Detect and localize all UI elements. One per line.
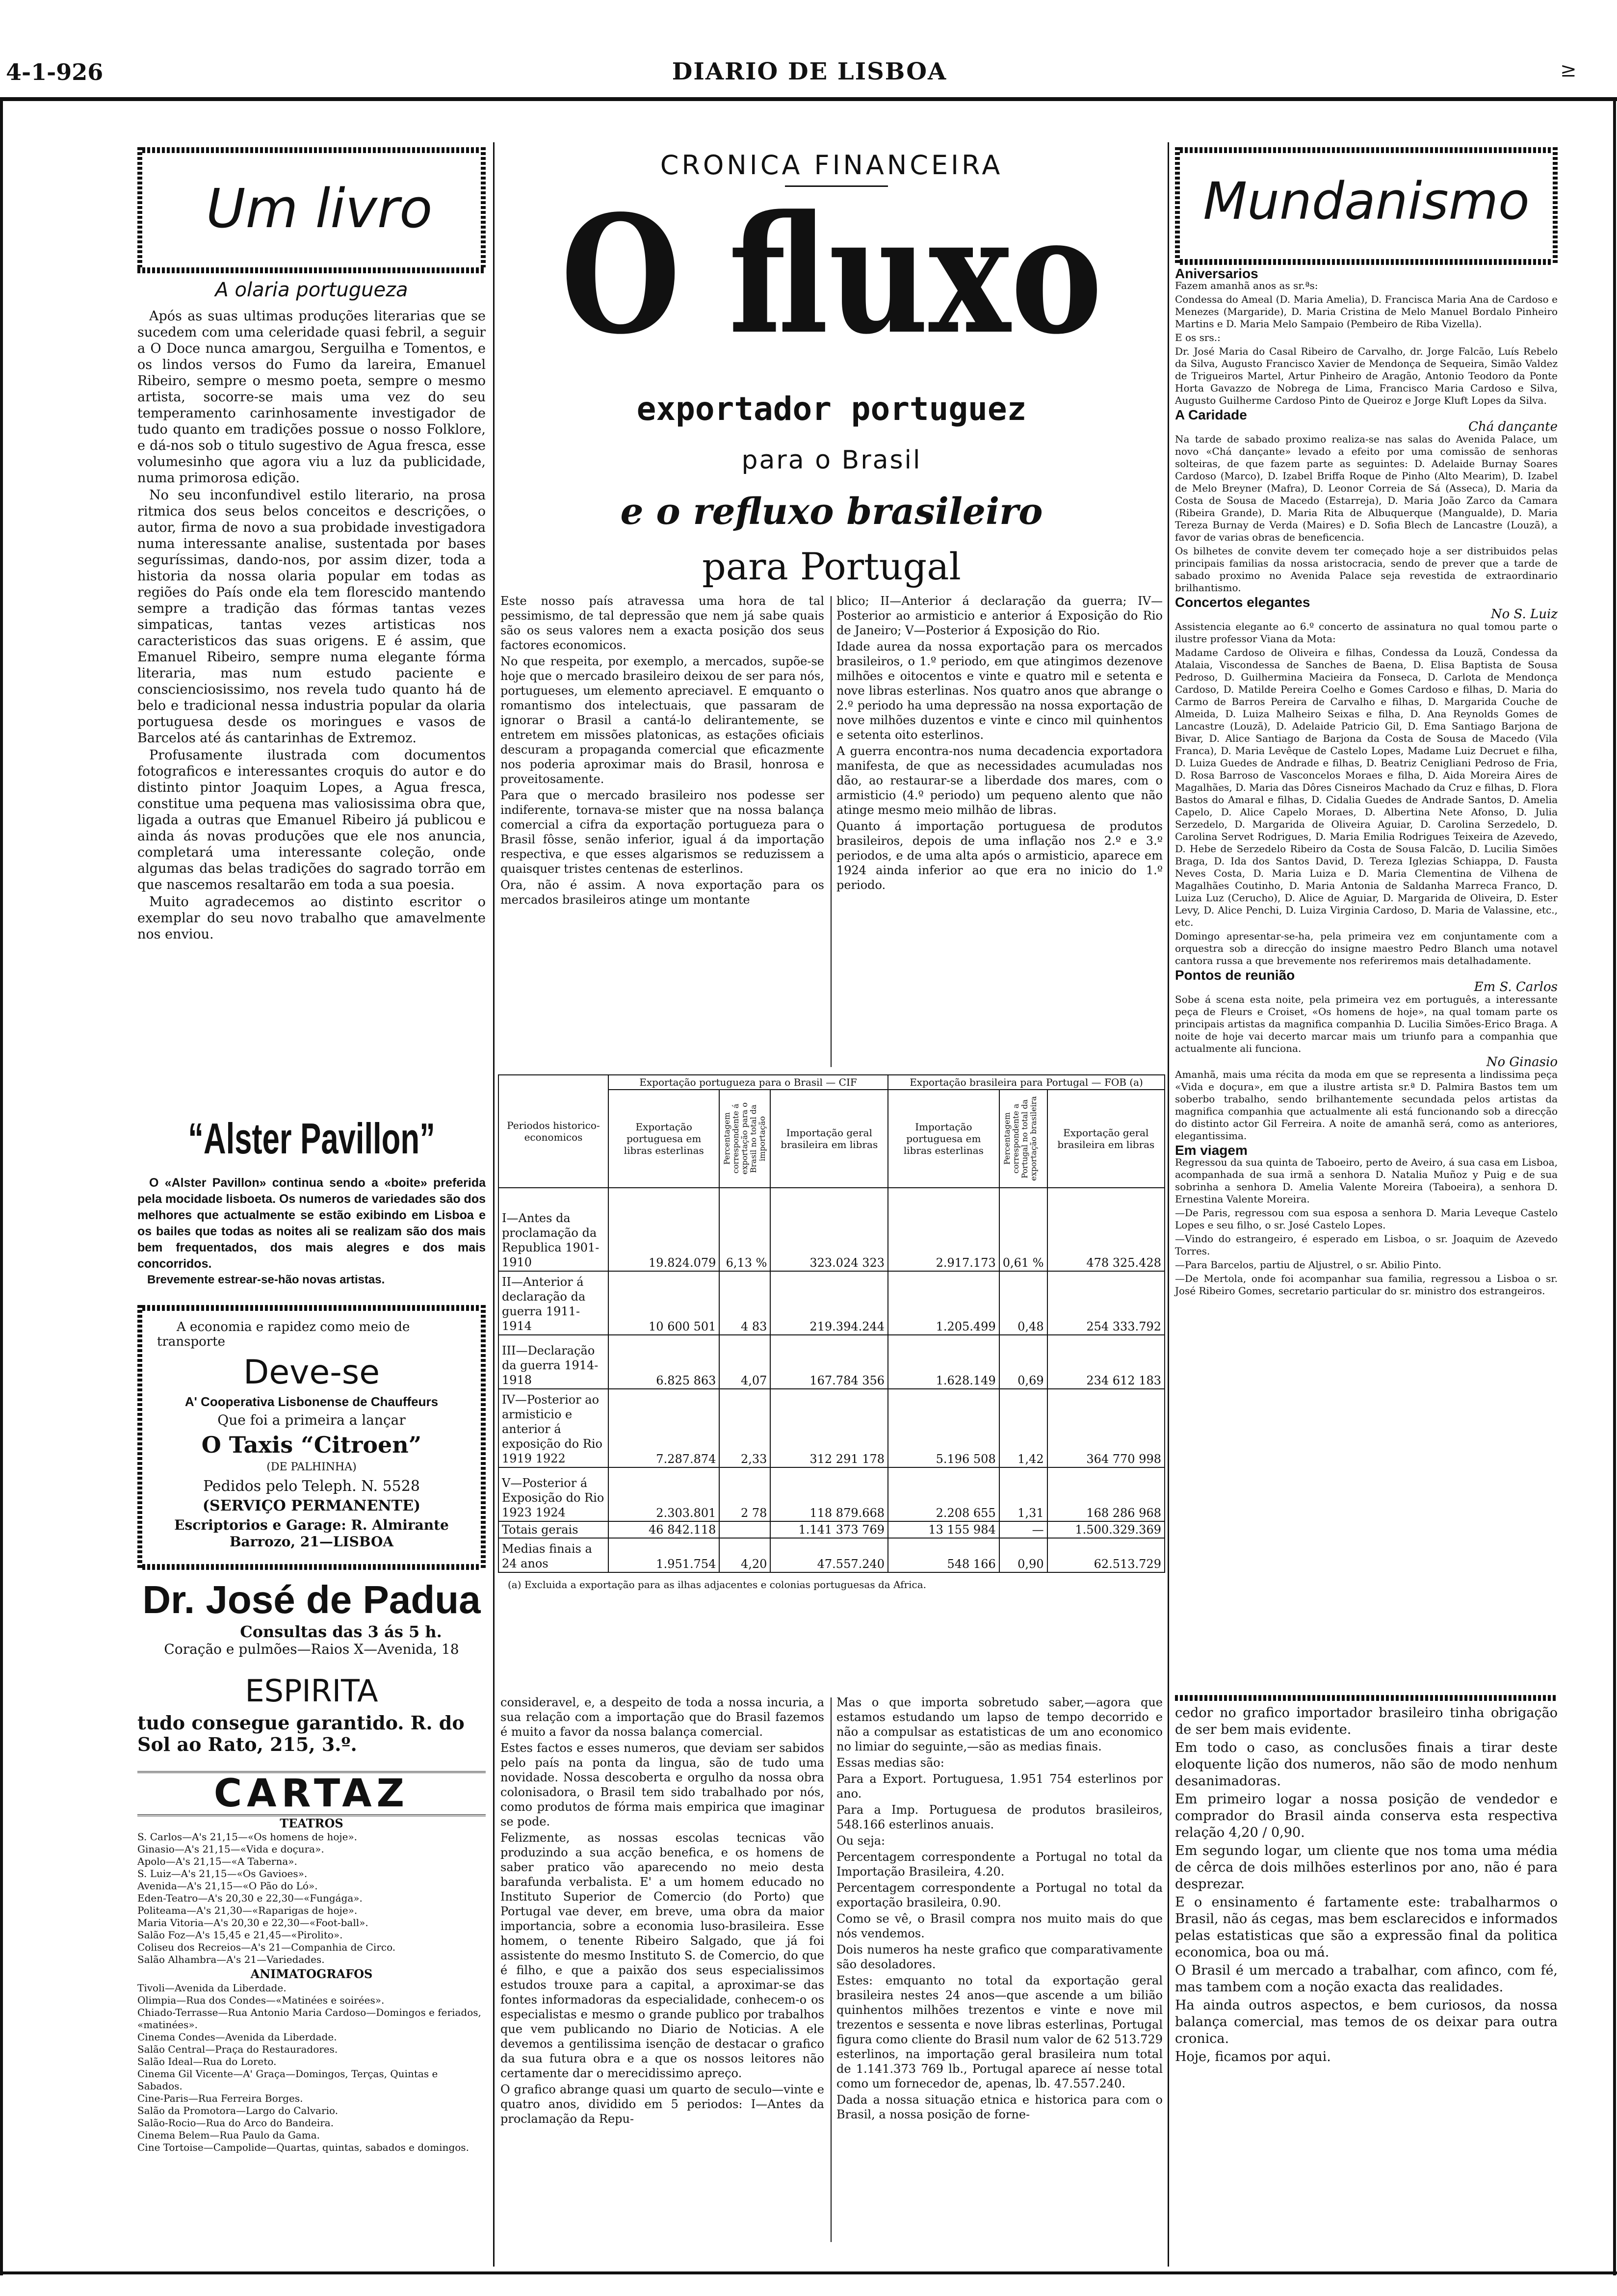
paragraph: A guerra encontra-nos numa decadencia exportadora manifesta, de que as necessidades acumuladas nos dão, ao restaurar-se a liberdade dos mares, com o armisticio (4.º periodo) um pequeno alento que não atinge mesmo meio milhão de libras.	[836, 744, 1163, 817]
decorative-border	[137, 1305, 486, 1311]
list-item: Politeama—A's 21,30—«Raparigas de hoje».	[137, 1905, 358, 1916]
decorative-border	[1175, 147, 1558, 153]
column-divider	[831, 596, 832, 1067]
table-cell: 478 325.428	[1047, 1188, 1165, 1271]
paragraph: Ha ainda outros aspectos, e bem curiosos, da nossa balança comercial, mas temos de os deixar para outra cronica.	[1175, 1998, 1558, 2046]
column-divider	[831, 1697, 832, 2242]
list-item: Salão Foz—A's 15,45 e 21,45—«Pirolito».	[137, 1929, 343, 1941]
paragraph: Este nosso país atravessa uma hora de tal pessimismo, de tal depressão que nem já sabe quais são os seus valores nem a exacta posição dos seus factores economicos.	[500, 594, 824, 652]
paragraph: Estes: emquanto no total da exportação geral brasileira nestes 24 anos—que ascende a um bilião quinhentos milhões trezentos e vinte e nove mil trezentos e sessenta e nove libras esterlinas, Portugal figura como cliente do Brasil num valor de 62 513.729 esterlinos, na importação geral brasileira num total de 1.141.373 769 lb., Portugal aparece aí nesse total como um fornecedor de, apenas, lb. 47.557.240.	[836, 1974, 1163, 2090]
table-row	[498, 1389, 1165, 1467]
mundanismo-body	[1175, 267, 1558, 1299]
newspaper-title: DIARIO DE LISBOA	[672, 58, 947, 85]
page-date: 4-1-926	[6, 59, 104, 85]
list-item: S. Carlos—A's 21,15—«Os homens de hoje».	[137, 1831, 358, 1843]
table-cell: 254 333.792	[1047, 1271, 1165, 1335]
table-row	[498, 1188, 1165, 1271]
padua-line: Consultas das 3 ás 5 h.	[240, 1622, 442, 1641]
paragraph: consideravel, e, a despeito de toda a nossa incuria, a sua relação com a importação que do Brasil fazemos é muito a favor da nossa balança comercial.	[500, 1696, 824, 1739]
deck-line: e o refluxo brasileiro	[620, 491, 1043, 533]
decorative-border	[1175, 147, 1180, 265]
table-subheader: Importação geral brasileira em libras	[770, 1090, 888, 1188]
table-cell: 1.500.329.369	[1047, 1521, 1165, 1538]
paragraph: E os srs.:	[1175, 332, 1221, 343]
paragraph: Percentagem correspondente a Portugal no total da Importação Brasileira, 4.20.	[836, 1850, 1163, 1879]
paragraph: Para a Export. Portuguesa, 1.951 754 esterlinos por ano.	[836, 1772, 1163, 1800]
paragraph: No que respeita, por exemplo, a mercados, supõe-se hoje que o mercado brasileiro deixou de ser para nós, portugueses, um elemento apreciavel. E emquanto o romantismo dos intelectuais, que passaram de ignorar o Brasil a cantá-lo delirantemente, se entretem em missões platonicas, as estações oficiais descuram a propaganda comercial que eficazmente nos poderia aproximar mais do Brasil, honrosa e proveitosamente.	[500, 654, 824, 786]
teatros-list	[137, 1831, 486, 2154]
table-cell: 1.951.754	[608, 1538, 719, 1572]
paragraph: Dois numeros ha neste grafico que comparativamente são desoladores.	[836, 1943, 1163, 1971]
kicker: CRONICA FINANCEIRA	[660, 150, 1003, 181]
um-livro-body	[137, 308, 486, 943]
table-cell: 1,42	[999, 1389, 1047, 1467]
paragraph: Percentagem correspondente a Portugal no total da exportação brasileira, 0.90.	[836, 1881, 1163, 1909]
paragraph: Como se vê, o Brasil compra nos muito mais do que nós vendemos.	[836, 1912, 1163, 1940]
table-cell: 1,31	[999, 1467, 1047, 1521]
cartaz-title: CARTAZ	[137, 1771, 486, 1816]
paragraph: Estes factos e esses numeros, que deviam ser sabidos pelo país na ponta da lingua, são de tudo uma novidade. Nossa descoberta e orgulho da nossa obra colonisadora, o Brasil tem sido trabalhado por nós, como produtos de fórma mais empirica que imaginar se pode.	[500, 1741, 824, 1828]
padua-name: Dr. José de Padua	[142, 1578, 481, 1621]
animatografos-header: ANIMATOGRAFOS	[250, 1967, 373, 1981]
paragraph: Dr. José Maria do Casal Ribeiro de Carvalho, dr. Jorge Falcão, Luís Rebelo da Silva, Augusto Francisco Xavier de Mendonça de Sequeira, Simão Valdez de Trigueiros Martel, Artur Pinheiro de Aragão, Antonio Teodoro da Ponte Horta Gavazzo de Nobrega de Lima, Francisco Maria Cardoso e Silva, Augusto Guilherme Cardoso Pinto de Queiroz e Jorge Kluft Lopes da Silva.	[1175, 345, 1558, 406]
paragraph: Sobe á scena esta noite, pela primeira vez em português, a interessante peça de Fleurs e Croiset, «Os homens de hoje», na qual tomam parte os principais artistas da magnifica companhia D. Lucilia Simões-Erico Braga. A noite de hoje vai decerto marcar mais um triunfo para a companhia que actualmente ali funciona.	[1175, 993, 1558, 1054]
paragraph: Amanhã, mais uma récita da moda em que se representa a lindissima peça «Vida e doçura», em que a ilustre artista sr.ª D. Palmira Bastos tem um soberbo trabalho, sendo brilhantemente secundada pelos artistas da magnifica companhia que actualmente ali está funcionando sob a direcção do distinto actor Gil Ferreira. A noite de amanhã será, como as anteriores, elegantissima.	[1175, 1069, 1558, 1142]
list-item: Cine Tortoise—Campolide—Quartas, quintas, sabados e domingos.	[137, 2141, 469, 2153]
table-cell: I—Antes da proclamação da Republica 1901-1910	[498, 1188, 608, 1271]
paragraph: cedor no grafico importador brasileiro tinha obrigação de ser bem mais evidente.	[1175, 1705, 1558, 1737]
list-item: Apolo—A's 21,15—«A Taberna».	[137, 1855, 297, 1867]
taxis-ad	[137, 1305, 486, 1570]
list-item: Coliseu dos Recreios—A's 21—Companhia de Circo.	[137, 1941, 396, 1953]
list-item: Salão Central—Praça do Restauradores.	[137, 2043, 338, 2055]
paragraph: Fazem amanhã anos as sr.ªs:	[1175, 280, 1318, 291]
decorative-border	[137, 147, 486, 153]
table-cell: 219.394.244	[770, 1271, 888, 1335]
table-row	[498, 1271, 1165, 1335]
table-cell: Totais gerais	[498, 1521, 608, 1538]
table-cell: 5.196 508	[888, 1389, 999, 1467]
table-cell: V—Posterior á Exposição do Rio 1923 1924	[498, 1467, 608, 1521]
paragraph: —Vindo do estrangeiro, é esperado em Lisboa, o sr. Joaquim de Azevedo Torres.	[1175, 1233, 1558, 1257]
subsection-heading: A Caridade	[1175, 407, 1247, 422]
paragraph: Em todo o caso, as conclusões finais a tirar deste eloquente lição dos numeros, não são de modo nenhum desanimadoras.	[1175, 1740, 1558, 1789]
subsection-heading: Aniversarios	[1175, 266, 1258, 281]
paragraph: E o ensinamento é fartamente este: trabalharmos o Brasil, não ás cegas, mas bem esclarecidos e informados pelas estatisticas que são a expressão final da politica economica, boa ou má.	[1175, 1895, 1558, 1960]
masthead-rule	[0, 97, 1617, 101]
paragraph: No seu inconfundivel estilo literario, na prosa ritmica dos seus belos conceitos e descrições, o autor, firma de novo a sua probidade investigadora numa interessante analise, sustentada por bases seguríssimas, dando-nos, por assim dizer, toda a historia da nossa olaria popular em todas as regiões do País onde ela tem florescido mantendo sempre a tradição das fórmas tantas vezes simpaticas, tantas vezes artisticas nos caracteristicos das suas origens. E é assim, que Emanuel Ribeiro, sempre numa elegante fórma literaria, mas num estudo paciente e conscienciosissimo, nos revela tudo quanto há de belo e tradicional nessa industria popular da olaria portuguesa desde os moringues e vasos de Barcelos até ás cantarinhas de Extremoz.	[137, 488, 486, 746]
paragraph: Dada a nossa situação etnica e historica para com o Brasil, a nossa posição de forne-	[836, 2093, 1163, 2121]
table-cell: 234 612 183	[1047, 1335, 1165, 1389]
list-item: Cinema Belem—Rua Paulo da Gama.	[137, 2129, 320, 2141]
paragraph: Ou seja:	[836, 1834, 886, 1848]
decorative-border	[137, 1305, 142, 1570]
table-cell: 0,90	[999, 1538, 1047, 1572]
table-cell: 2.303.801	[608, 1467, 719, 1521]
table-cell: 364 770 998	[1047, 1389, 1165, 1467]
table-row	[498, 1335, 1165, 1389]
list-item: Ginasio—A's 21,15—«Vida e doçura».	[137, 1843, 324, 1855]
decorative-border	[481, 1305, 486, 1570]
table-cell: 2.917.173	[888, 1188, 999, 1271]
table-cell: 46 842.118	[608, 1521, 719, 1538]
table-cell	[719, 1521, 770, 1538]
table-cell: II—Anterior á declaração da guerra 1911-1914	[498, 1271, 608, 1335]
paragraph: Domingo apresentar-se-ha, pela primeira vez em conjuntamente com a orquestra sob a direcção do insigne maestro Pedro Blanch uma notavel cantora russa a que brevemente nos referiremos mais detalhadamente.	[1175, 930, 1558, 966]
espirita-text: tudo consegue garantido. R. do Sol ao Rato, 215, 3.º.	[137, 1712, 465, 1755]
ad-line: (SERVIÇO PERMANENTE)	[202, 1497, 421, 1514]
ad-headline: Deve-se	[243, 1353, 380, 1392]
table-cell: 0,61 %	[999, 1188, 1047, 1271]
decorative-border	[1175, 259, 1558, 265]
table-cell: 13 155 984	[888, 1521, 999, 1538]
decorative-border	[1553, 147, 1558, 265]
paragraph: Essas medias são:	[836, 1756, 944, 1770]
table-cell: 168 286 968	[1047, 1467, 1165, 1521]
page-frame-left	[0, 97, 3, 2275]
section-header: Mundanismo	[1203, 171, 1530, 231]
table-cell: 4,07	[719, 1335, 770, 1389]
table-subheader: Exportação geral brasileira em libras	[1047, 1090, 1165, 1188]
table-cell: 548 166	[888, 1538, 999, 1572]
teatros-header: TEATROS	[280, 1816, 343, 1830]
paragraph: Madame Cardoso de Oliveira e filhas, Condessa da Louzã, Condessa da Atalaia, Viscondessa de Sanches de Baena, D. Elisa Baptista de Sousa Pedroso, D. Guilhermina Macieira da Fonseca, D. Carlota de Mendonça Cardoso, D. Matilde Pereira Coelho e Gomes Cardoso e filhas, D. Maria do Carmo de Barros Pereira de Carvalho e filhas, D. Margarida Couche de Almeida, D. Luiza Malheiro Seixas e filha, D. Ana Reynolds Gomes de Lancastre (Louzã), D. Adelaide Patricio Gil, D. Ema Santiago Barjona de Bivar, D. Alice Santiago de Barjona da Costa de Sousa de Macedo (Vila Franca), D. Maria Levêque de Castelo Lopes, Madame Luiz Decruet e filha, D. Luiza Guedes de Andrade e filhas, D. Beatriz Cenigliani Pedroso de Fria, D. Rosa Barroso de Vasconcelos Moraes e filha, D. Aida Moreira Aires de Magalhães, D. Maria das Dôres Cisneiros Machado da Cruz e filhas, D. Flora Bastos do Amaral e filhas, D. Cidalia Guedes de Andrade Santos, D. Amelia Capelo, D. Alice Capelo Moraes, D. Albertina Nete Afonso, D. Julia Serzedelo, D. Margarida de Oliveira Aguiar, D. Carolina Serzedelo, D. Carolina Servet Rodrigues, D. Maria Emilia Rodrigues Teixeira de Azevedo, D. Hebe de Serzedelo Ribeiro da Costa de Sousa Falcão, D. Lucilia Simões Braga, D. Ida dos Santos David, D. Tereza Iglezias Schiappa, D. Fausta Neves Costa, D. Maria Luiza e D. Maria Clementina de Vilhena de Magalhães Coutinho, D. Maria Antonia de Saldanha Marreca Franco, D. Luiza Luz (Cerucho), D. Alice de Aguiar, D. Margarida de Oliveira, D. Ester Levy, D. Alice Penchi, D. Luiza Virginia Cardoso, D. Maria de Valassine, etc., etc.	[1175, 647, 1558, 928]
paragraph: —De Mertola, onde foi acompanhar sua familia, regressou a Lisboa o sr. José Ribeiro Gomes, secretario particular do sr. ministro dos estrangeiros.	[1175, 1273, 1558, 1297]
page-frame-right	[1613, 97, 1616, 2275]
alster-title: “Alster Pavillon”	[188, 1114, 435, 1163]
paragraph: blico; II—Anterior á declaração da guerra; IV—Posterior ao armisticio e anterior á Exposição do Rio de Janeiro; V—Posterior á Exposição do Rio.	[836, 594, 1163, 637]
paragraph: Após as suas ultimas produções literarias que se sucedem com uma celeridade quasi febril, a seguir a O Doce nunca amargou, Serguilha e Tomentos, e os lindos versos do Fumo da lareira, Emanuel Ribeiro, sempre o mesmo poeta, sempre o mesmo artista, socorre-se mais uma vez do seu temperamento carinhosamente investigador de tudo quanto em tradições possue o nosso Folklore, e dá-nos sob o titulo sugestivo de Agua fresca, esse volumesinho que agora viu a luz da publicidade, numa primorosa edição.	[137, 309, 486, 486]
mundanismo-header-box	[1175, 147, 1558, 265]
table-cell: 1.205.499	[888, 1271, 999, 1335]
table-cell: 6.825 863	[608, 1335, 719, 1389]
espirita-title: ESPIRITA	[245, 1673, 378, 1709]
paragraph: Condessa do Ameal (D. Maria Amelia), D. Francisca Maria Ana de Cardoso e Menezes (Margaride), D. Maria Cristina de Melo Manuel Bordalo Pinheiro Martins e D. Maria Melo Sampaio (Pembeiro de Riba Vizella).	[1175, 293, 1558, 330]
paragraph: Idade aurea da nossa exportação para os mercados brasileiros, o 1.º periodo, em que atingimos dezenove milhões e oitocentos e vinte e quatro mil e setenta e nove libras esterlinas. Nos quatro anos que abrange o 2.º periodo ha uma depressão na nossa exportação de nove milhões duzentos e vinte e cinco mil quinhentos e setenta oito esterlinos.	[836, 640, 1163, 742]
table-cell: 167.784 356	[770, 1335, 888, 1389]
trade-table	[498, 1074, 1165, 1591]
decorative-border	[137, 267, 486, 273]
ad-line: Escriptorios e Garage: R. Almirante Barrozo, 21—LISBOA	[174, 1517, 449, 1550]
table-subheader	[719, 1090, 770, 1188]
table-cell: 4,20	[719, 1538, 770, 1572]
ad-line: Que foi a primeira a lançar	[217, 1412, 406, 1428]
table-subheader: Exportação portuguesa em libras esterlinas	[608, 1090, 719, 1188]
table-cell: 118 879.668	[770, 1467, 888, 1521]
list-item: Eden-Teatro—A's 20,30 e 22,30—«Fungága».	[137, 1892, 363, 1904]
decorative-border	[137, 147, 142, 272]
list-item: Maria Vitoria—A's 20,30 e 22,30—«Foot-ball».	[137, 1917, 368, 1929]
table-cell: 1.628.149	[888, 1335, 999, 1389]
list-item: Salão Alhambra—A's 21—Variedades.	[137, 1954, 325, 1965]
table-cell: 2 78	[719, 1467, 770, 1521]
table-cell: 10 600 501	[608, 1271, 719, 1335]
table-cell: 2,33	[719, 1389, 770, 1467]
list-item: Olimpia—Rua dos Condes—«Matinées e soirées».	[137, 1994, 385, 2006]
subsection-subheading: No Ginasio	[1486, 1055, 1558, 1070]
article-column-b	[836, 594, 1163, 894]
rotated-header: Percentagem correspondente a Portugal no total da exportação brasileira	[1002, 1096, 1038, 1181]
subsection-subheading: Chá dançante	[1468, 419, 1558, 434]
article-column-d	[836, 1695, 1163, 2123]
table-cell: Medias finais a 24 anos	[498, 1538, 608, 1572]
paragraph: —De Paris, regressou com sua esposa a senhora D. Maria Leveque Castelo Lopes e seu filho, o sr. José Castelo Lopes.	[1175, 1207, 1558, 1231]
table-header: Exportação brasileira para Portugal — FOB (a)	[888, 1075, 1165, 1090]
decorative-border	[137, 1564, 486, 1570]
article-continuation	[1175, 1705, 1558, 2067]
paragraph: Para a Imp. Portuguesa de produtos brasileiros, 548.166 esterlinos anuais.	[836, 1803, 1163, 1831]
ad-line: A' Cooperativa Lisbonense de Chauffeurs	[184, 1394, 439, 1409]
deck-line: para Portugal	[702, 545, 961, 588]
ad-line: A economia e rapidez como meio de transporte	[157, 1320, 410, 1349]
table-header: Periodos historico-economicos	[498, 1075, 608, 1188]
table-cell: III—Declaração da guerra 1914-1918	[498, 1335, 608, 1389]
page-bottom-rule	[0, 2271, 1617, 2274]
table-row	[498, 1467, 1165, 1521]
table-cell: 62.513.729	[1047, 1538, 1165, 1572]
article-subtitle: A olaria portugueza	[215, 279, 408, 301]
list-item: Salão da Promotora—Largo do Calvario.	[137, 2105, 339, 2116]
trade-table-grid	[498, 1074, 1165, 1573]
table-subheader: Importação portuguesa em libras esterlinas	[888, 1090, 999, 1188]
table-cell: 7.287.874	[608, 1389, 719, 1467]
rotated-header: Percentagem correspondente á exportação para o Brasil no total da importação	[722, 1102, 767, 1175]
decorative-border	[1175, 1695, 1558, 1701]
alster-footer: Brevemente estrear-se-hão novas artistas.	[147, 1273, 385, 1286]
table-row	[498, 1538, 1165, 1572]
table-cell: 19.824.079	[608, 1188, 719, 1271]
deck-line: exportador portuguez	[636, 390, 1027, 428]
ad-line: (DE PALHINHA)	[266, 1461, 357, 1473]
subsection-heading: Concertos elegantes	[1175, 595, 1310, 610]
table-header: Exportação portugueza para o Brasil — CIF	[608, 1075, 888, 1090]
table-cell: 0,48	[999, 1271, 1047, 1335]
table-cell: 6,13 %	[719, 1188, 770, 1271]
section-header: Um livro	[206, 177, 433, 240]
subsection-subheading: No S. Luiz	[1490, 607, 1558, 622]
list-item: Chiado-Terrasse—Rua Antonio Maria Cardoso—Domingos e feriados, «matinées».	[137, 2007, 481, 2031]
article-column-a	[500, 594, 824, 909]
column-divider	[1168, 142, 1169, 2267]
list-item: Salão Ideal—Rua do Loreto.	[137, 2056, 277, 2067]
table-subheader	[999, 1090, 1047, 1188]
list-item: Cinema Condes—Avenida da Liberdade.	[137, 2031, 337, 2043]
deck-line: para o Brasil	[741, 445, 922, 475]
decorative-border	[481, 147, 486, 272]
column-divider	[493, 142, 495, 2267]
table-cell: 47.557.240	[770, 1538, 888, 1572]
paragraph: Hoje, ficamos por aqui.	[1175, 2049, 1331, 2064]
table-cell: 2.208 655	[888, 1467, 999, 1521]
subsection-heading: Pontos de reunião	[1175, 967, 1295, 983]
table-row	[498, 1521, 1165, 1538]
paragraph: Muito agradecemos ao distinto escritor o exemplar do seu novo trabalho que amavelmente nos enviou.	[137, 894, 486, 942]
list-item: Cinema Gil Vicente—A' Graça—Domingos, Terças, Quintas e Sabados.	[137, 2068, 438, 2092]
subsection-subheading: Em S. Carlos	[1474, 980, 1558, 994]
padua-ad	[137, 1577, 486, 1657]
paragraph: —Para Barcelos, partiu de Aljustrel, o sr. Abilio Pinto.	[1175, 1259, 1442, 1271]
table-cell: 1.141 373 769	[770, 1521, 888, 1538]
table-cell: —	[999, 1521, 1047, 1538]
paragraph: Regressou da sua quinta de Taboeiro, perto de Aveiro, á sua casa em Lisboa, acompanhada de sua irmã a senhora D. Natalia Muñoz y Puig e de sua sobrinha a senhora D. Amelia Valente Moreira (Taboeira), a senhora D. Ernestina Valente Moreira.	[1175, 1156, 1558, 1205]
paragraph: Para que o mercado brasileiro nos podesse ser indiferente, tornava-se mister que na nossa balança comercial a cifra da exportação portugueza para o Brasil fôsse, senão inferior, igual á da importação respectiva, e que esses algarismos se reduzissem a quaisquer tristes centenas de esterlinos.	[500, 788, 824, 876]
table-cell: IV—Posterior ao armisticio e anterior á exposição do Rio 1919 1922	[498, 1389, 608, 1467]
list-item: Tivoli—Avenida da Liberdade.	[137, 1982, 287, 1994]
ad-line: Pedidos pelo Teleph. N. 5528	[203, 1478, 420, 1495]
table-cell: 312 291 178	[770, 1389, 888, 1467]
paragraph: Em segundo logar, um cliente que nos toma uma média de cêrca de dois milhões esterlinos por ano, não é para desprezar.	[1175, 1843, 1558, 1892]
paragraph: Ora, não é assim. A nova exportação para os mercados brasileiros atinge um montante	[500, 878, 824, 907]
subsection-heading: Em viagem	[1175, 1143, 1248, 1158]
paragraph: Quanto á importação portuguesa de produtos brasileiros, depois de uma inflação nos 2.º e 3.º periodos, e de uma alta após o armisticio, aparece em 1924 ainda inferior ao que era no inicio do 1.º periodo.	[836, 819, 1163, 892]
ad-line: O Taxis “Citroen”	[201, 1432, 422, 1458]
table-cell: 323.024 323	[770, 1188, 888, 1271]
table-cell: 0,69	[999, 1335, 1047, 1389]
paragraph: O grafico abrange quasi um quarto de seculo—vinte e quatro anos, dividido em 5 periodos: I—Antes da proclamação da Repu-	[500, 2083, 824, 2126]
list-item: Avenida—A's 21,15—«O Pão do Ló».	[137, 1880, 318, 1892]
table-footnote: (a) Excluida a exportação para as ilhas adjacentes e colonias portuguesas da Africa.	[508, 1579, 926, 1591]
table-cell: 4 83	[719, 1271, 770, 1335]
list-item: Salão-Rocio—Rua do Arco do Bandeira.	[137, 2117, 334, 2129]
padua-line: Coração e pulmões—Raios X—Avenida, 18	[164, 1641, 459, 1657]
list-item: S. Luiz—A's 21,15—«Os Gavioes».	[137, 1868, 308, 1879]
page-mark: ≥	[1560, 59, 1577, 81]
headline: O fluxo	[560, 180, 1103, 370]
list-item: Cine-Paris—Rua Ferreira Borges.	[137, 2092, 303, 2104]
alster-text: O «Alster Pavillon» continua sendo a «boite» preferida pela mocidade lisboeta. Os numeros de variedades são dos melhores que actualmente se estão exibindo em Lisboa e os bailes que todas as noites ali se realizam são dos mais bem frequentados, dos mais alegres e dos mais concorridos.	[137, 1176, 486, 1271]
paragraph: Os bilhetes de convite devem ter começado hoje a ser distribuidos pelas principais familias da nossa aristocracia, sendo de prever que a tarde de sabado proximo no Avenida Palace seja revestida de extraordinario brilhantismo.	[1175, 545, 1558, 594]
paragraph: Em primeiro logar a nossa posição de vendedor e comprador do Brasil ainda conserva esta respectiva relação 4,20 / 0,90.	[1175, 1792, 1558, 1840]
paragraph: Na tarde de sabado proximo realiza-se nas salas do Avenida Palace, um novo «Chá dançante» levado a efeito por uma comissão de senhoras solteiras, de que fazem parte as seguintes: D. Adelaide Burnay Soares Cardoso (Marco), D. Izabel Briffa Roque de Pinho (Alto Mearim), D. Izabel de Melo Breyner (Mafra), D. Leonor Correia de Sá (Asseca), D. Maria da Costa de Sousa de Macedo (Estarreja), D. Maria João Zarco da Camara (Ribeira Grande), D. Maria Rita de Albuquerque (Mangualde), D. Maria Tereza Burnay de Verda (Maires) e D. Sofia Blech de Lancastre (Louzã), a favor de varias obras de beneficencia.	[1175, 433, 1558, 543]
paragraph: O Brasil é um mercado a trabalhar, com afinco, com fé, mas tambem com a noção exacta das realidades.	[1175, 1963, 1558, 1995]
paragraph: Profusamente ilustrada com documentos fotograficos e interessantes croquis do autor e do distinto pintor Joaquim Lopes, a Agua fresca, constitue uma pequena mas valiosissima obra que, ligada a outras que Emanuel Ribeiro já publicou e ainda ás novas produções que ele nos anuncia, completará uma interessante coleção, onde algumas das belas tradições do sagrado torrão em que nascemos resaltarão em toda a sua poesia.	[137, 748, 486, 892]
paragraph: Felizmente, as nossas escolas tecnicas vão produzindo a sua acção benefica, e os homens de saber pratico vão aparecendo no meio desta barafunda verbalista. E' a um homem educado no Instituto Superior de Comercio (do Porto) que Portugal vae dever, em breve, uma obra da maior importancia, sobre a economia luso-brasileira. Esse homem, o tenente Ribeiro Salgado, que já foi assistente do mesmo Instituto S. de Comercio, do que é filho, e que a paixão dos seus especialissimos estudos trouxe para a capital, a aproximar-se das fontes informadoras da especialidade, conhecem-o os especialistas e mesmo o grande publico por trabalhos que vem publicando no Diario de Noticias. A ele devemos a gentilissima isenção de destacar o grafico da sua futura obra e a que os nossos leitores não certamente dar o merecidissimo apreço.	[500, 1831, 824, 2080]
paragraph: Assistencia elegante ao 6.º concerto de assinatura no qual tomou parte o ilustre professor Viana da Mota:	[1175, 621, 1558, 645]
article-column-c	[500, 1695, 824, 2128]
paragraph: Mas o que importa sobretudo saber,—agora que estamos estudando um lapso de tempo decorrido e não a compulsar as estatisticas de um ano economico no limiar do seguinte,—são as medias finais.	[836, 1696, 1163, 1753]
